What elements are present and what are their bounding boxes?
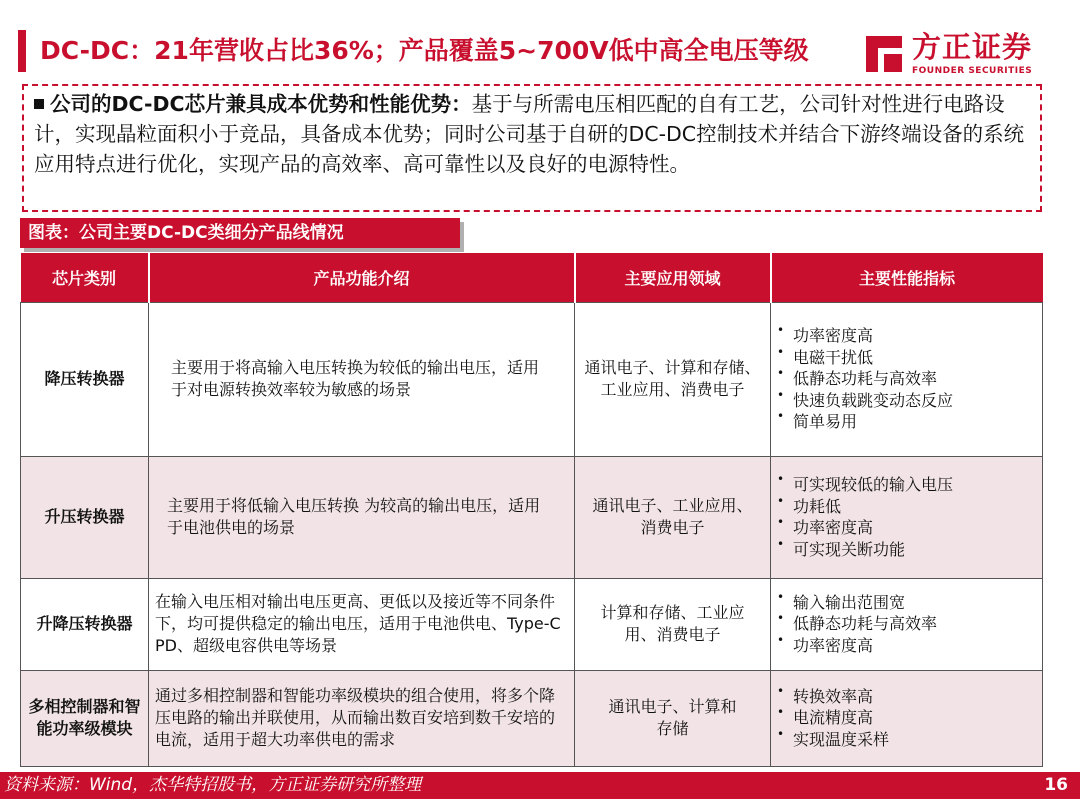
table-row xyxy=(21,670,1043,766)
logo-english-name: FOUNDER SECURITIES xyxy=(912,66,1033,76)
metric-item: • 可实现关断功能 xyxy=(775,539,1038,561)
metric-item: • 低静态功耗与高效率 xyxy=(775,613,1038,635)
row-applications: 通讯电子、计算和存储 xyxy=(575,670,771,766)
header-metrics: 主要性能指标 xyxy=(771,253,1043,302)
intro-paragraph xyxy=(34,89,1030,179)
row-description: 主要用于将低输入电压转换 为较高的输出电压，适用于电池供电的场景 xyxy=(149,456,575,578)
row-category: 多相控制器和智能功率级模块 xyxy=(21,670,149,766)
row-description: 通过多相控制器和智能功率级模块的组合使用，将多个降压电路的输出并联使用，从而输出数百安培到数千安培的电流，适用于超大功率供电的需求 xyxy=(149,670,575,766)
page-number: 16 xyxy=(1044,775,1068,795)
logo-chinese-name: 方正证券 xyxy=(912,30,1033,64)
metric-item: • 可实现较低的输入电压 xyxy=(775,474,1038,496)
page-title: DC-DC：21年营收占比36%；产品覆盖5~700V低中高全电压等级 xyxy=(40,36,809,65)
metric-item: • 低静态功耗与高效率 xyxy=(775,368,1038,390)
metric-item: • 功率密度高 xyxy=(775,635,1038,657)
row-metrics xyxy=(771,456,1043,578)
title-accent-bar xyxy=(18,30,26,72)
table-row xyxy=(21,302,1043,456)
metric-item: • 功率密度高 xyxy=(775,517,1038,539)
metric-item: • 电磁干扰低 xyxy=(775,347,1038,369)
intro-lead: 公司的DC-DC芯片兼具成本优势和性能优势： xyxy=(50,92,472,116)
row-applications: 通讯电子、工业应用、消费电子 xyxy=(575,456,771,578)
metric-item: • 快速负载跳变动态反应 xyxy=(775,390,1038,412)
intro-body: 基于与所需电压相匹配的自有工艺，公司针对性进行电路设计，实现晶粒面积小于竞品，具备成本优势；同时公司基于自研的DC-DC控制技术并结合下游终端设备的系统应用特点进行优化，实现产品的高效率、高可靠性以及良好的电源特性。 xyxy=(34,92,1025,176)
product-line-table xyxy=(20,253,1043,767)
square-bullet-icon xyxy=(34,99,44,109)
row-category: 降压转换器 xyxy=(21,302,149,456)
row-category: 升降压转换器 xyxy=(21,578,149,670)
metric-item: • 电流精度高 xyxy=(775,707,1038,729)
chart-caption xyxy=(20,218,464,252)
row-metrics xyxy=(771,302,1043,456)
metric-item: • 实现温度采样 xyxy=(775,729,1038,751)
source-note: 资料来源：Wind，杰华特招股书，方正证券研究所整理 xyxy=(4,775,422,795)
founder-securities-logo xyxy=(862,30,1042,82)
table-row xyxy=(21,578,1043,670)
row-applications: 通讯电子、计算和存储、工业应用、消费电子 xyxy=(575,302,771,456)
header-description: 产品功能介绍 xyxy=(149,253,575,302)
row-metrics xyxy=(771,578,1043,670)
footer-bar xyxy=(0,772,1080,799)
founder-logo-icon xyxy=(862,32,906,76)
table-row xyxy=(21,456,1043,578)
metric-item: • 简单易用 xyxy=(775,411,1038,433)
metric-item: • 输入输出范围宽 xyxy=(775,592,1038,614)
metric-item: • 功率密度高 xyxy=(775,325,1038,347)
header-applications: 主要应用领域 xyxy=(575,253,771,302)
metric-item: • 转换效率高 xyxy=(775,686,1038,708)
header-category: 芯片类别 xyxy=(21,253,149,302)
row-description: 在输入电压相对输出电压更高、更低以及接近等不同条件下，均可提供稳定的输出电压，适用于电池供电、Type-C PD、超级电容供电等场景 xyxy=(149,578,575,670)
row-applications: 计算和存储、工业应用、消费电子 xyxy=(575,578,771,670)
row-category: 升压转换器 xyxy=(21,456,149,578)
row-metrics xyxy=(771,670,1043,766)
intro-box xyxy=(22,84,1042,212)
row-description: 主要用于将高输入电压转换为较低的输出电压，适用于对电源转换效率较为敏感的场景 xyxy=(149,302,575,456)
metric-item: • 功耗低 xyxy=(775,496,1038,518)
table-header-row xyxy=(21,253,1043,302)
caption-label: 图表：公司主要DC-DC类细分产品线情况 xyxy=(20,218,460,248)
